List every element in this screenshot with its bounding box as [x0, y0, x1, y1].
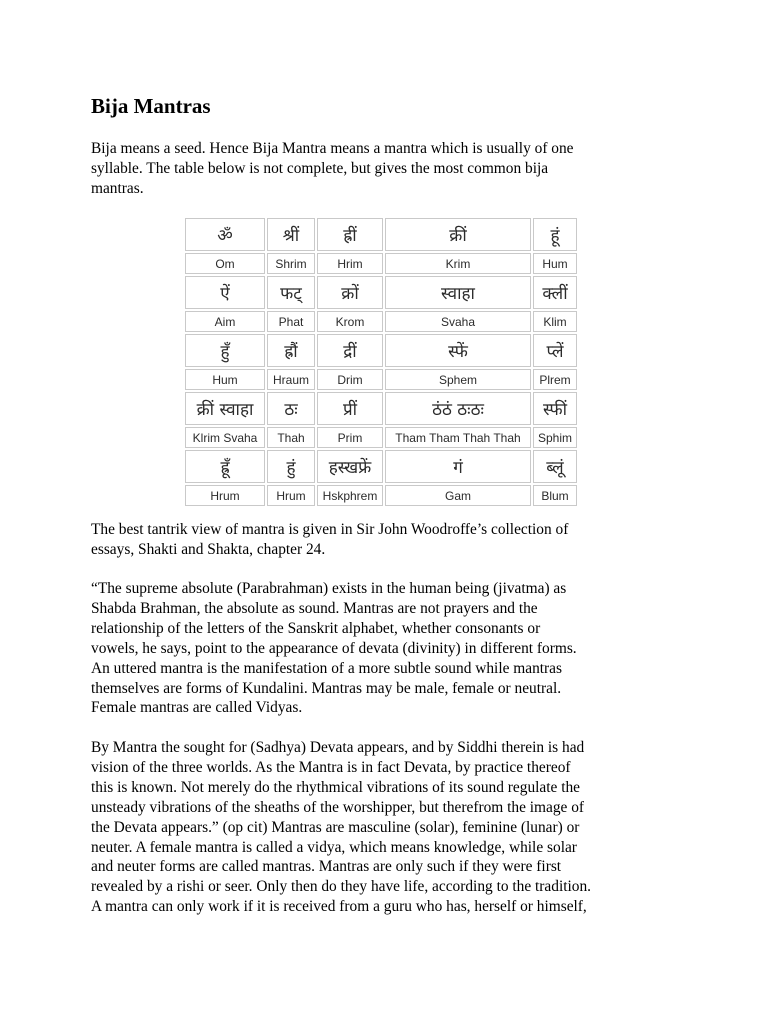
mantra-name-cell: Om	[185, 253, 265, 274]
mantra-glyph-cell: क्रों	[317, 276, 383, 309]
mantra-glyph-cell: श्रीं	[267, 218, 315, 251]
text-line: A mantra can only work if it is received from a guru who has, herself or himself,	[91, 898, 587, 916]
text-line: mantras.	[91, 179, 144, 197]
mantra-name-cell: Tham Tham Thah Thah	[385, 427, 531, 448]
mantra-glyph-cell: ब्लूं	[533, 450, 577, 483]
devanagari-row	[185, 450, 577, 483]
mantra-glyph-cell: स्वाहा	[385, 276, 531, 309]
mantra-glyph-cell: क्रीं स्वाहा	[185, 392, 265, 425]
mantra-name-cell: Hrum	[267, 485, 315, 506]
mantra-glyph-cell: हुं	[267, 450, 315, 483]
mantra-name-cell: Plrem	[533, 369, 577, 390]
mantra-glyph-cell: गं	[385, 450, 531, 483]
mantra-name-cell: Gam	[385, 485, 531, 506]
mantra-glyph-cell: फट्	[267, 276, 315, 309]
mantra-name-cell: Drim	[317, 369, 383, 390]
mantra-glyph-cell: स्फें	[385, 334, 531, 367]
mantra-name-cell: Phat	[267, 311, 315, 332]
mantra-glyph-cell: प्लें	[533, 334, 577, 367]
devanagari-row	[185, 334, 577, 367]
mantra-nature-paragraph	[91, 738, 691, 917]
text-line: Shabda Brahman, the absolute as sound. Mantras are not prayers and the	[91, 599, 538, 617]
devanagari-row	[185, 276, 577, 309]
quote-paragraph	[91, 579, 691, 718]
text-line: vowels, he says, point to the appearance of devata (divinity) in different forms.	[91, 639, 577, 657]
text-line: Female mantras are called Vidyas.	[91, 699, 303, 717]
mantra-name-cell: Hum	[533, 253, 577, 274]
intro-paragraph	[91, 139, 691, 199]
transliteration-row	[185, 427, 577, 448]
mantra-glyph-cell: ह्रौं	[267, 334, 315, 367]
mantra-glyph-cell: हस्खफ्रें	[317, 450, 383, 483]
mantra-name-cell: Krim	[385, 253, 531, 274]
mantra-glyph-cell: ऐं	[185, 276, 265, 309]
mantra-glyph-cell: ठंठं ठःठः	[385, 392, 531, 425]
devanagari-row	[185, 218, 577, 251]
mantra-glyph-cell: हुँ	[185, 334, 265, 367]
mantra-name-cell: Thah	[267, 427, 315, 448]
mantra-name-cell: Svaha	[385, 311, 531, 332]
text-line: Bija means a seed. Hence Bija Mantra means a mantra which is usually of one	[91, 140, 574, 157]
mantra-name-cell: Hrum	[185, 485, 265, 506]
text-line: essays, Shakti and Shakta, chapter 24.	[91, 540, 326, 558]
text-line: “The supreme absolute (Parabrahman) exists in the human being (jivatma) as	[91, 580, 567, 597]
mantra-glyph-cell: हूं	[533, 218, 577, 251]
mantra-glyph-cell: प्रीं	[317, 392, 383, 425]
mantra-name-cell: Klrim Svaha	[185, 427, 265, 448]
mantra-name-cell: Hraum	[267, 369, 315, 390]
mantra-glyph-cell: ठः	[267, 392, 315, 425]
mantra-glyph-cell: ह्रूँ	[185, 450, 265, 483]
text-line: relationship of the letters of the Sanskrit alphabet, whether consonants or	[91, 619, 541, 637]
text-line: An uttered mantra is the manifestation of a more subtle sound while mantras	[91, 659, 562, 677]
devanagari-row	[185, 392, 577, 425]
mantra-name-cell: Sphim	[533, 427, 577, 448]
mantra-name-cell: Hskphrem	[317, 485, 383, 506]
mantra-glyph-cell: द्रीं	[317, 334, 383, 367]
bija-mantra-table	[183, 216, 579, 508]
mantra-name-cell: Krom	[317, 311, 383, 332]
text-line: the Devata appears.” (op cit) Mantras are masculine (solar), feminine (lunar) or	[91, 818, 580, 836]
text-line: The best tantrik view of mantra is given in Sir John Woodroffe’s collection of	[91, 521, 569, 538]
text-line: vision of the three worlds. As the Mantra is in fact Devata, by practice thereof	[91, 758, 571, 776]
mantra-name-cell: Aim	[185, 311, 265, 332]
mantra-glyph-cell: क्रीं	[385, 218, 531, 251]
text-line: revealed by a rishi or seer. Only then do they have life, according to the tradition.	[91, 878, 592, 896]
transliteration-row	[185, 253, 577, 274]
mantra-name-cell: Hum	[185, 369, 265, 390]
text-line: neuter. A female mantra is called a vidya, which means knowledge, while solar	[91, 838, 577, 856]
text-line: themselves are forms of Kundalini. Mantras may be male, female or neutral.	[91, 679, 562, 697]
woodroffe-paragraph	[91, 520, 691, 560]
mantra-glyph-cell: ॐ	[185, 218, 265, 251]
mantra-name-cell: Prim	[317, 427, 383, 448]
transliteration-row	[185, 485, 577, 506]
text-line: unsteady vibrations of the sheaths of the worshipper, but therefrom the image of	[91, 798, 585, 816]
mantra-glyph-cell: स्फीं	[533, 392, 577, 425]
mantra-name-cell: Hrim	[317, 253, 383, 274]
text-line: this is known. Not merely do the rhythmical vibrations of its sound regulate the	[91, 778, 580, 796]
mantra-name-cell: Klim	[533, 311, 577, 332]
transliteration-row	[185, 311, 577, 332]
mantra-name-cell: Shrim	[267, 253, 315, 274]
mantra-glyph-cell: क्लीं	[533, 276, 577, 309]
mantra-glyph-cell: ह्रीं	[317, 218, 383, 251]
mantra-name-cell: Sphem	[385, 369, 531, 390]
transliteration-row	[185, 369, 577, 390]
text-line: and neuter forms are called mantras. Mantras are only such if they were first	[91, 858, 562, 876]
page-title: Bija Mantras	[91, 94, 211, 118]
text-line: By Mantra the sought for (Sadhya) Devata appears, and by Siddhi therein is had	[91, 739, 585, 756]
mantra-name-cell: Blum	[533, 485, 577, 506]
text-line: syllable. The table below is not complete, but gives the most common bija	[91, 159, 549, 177]
